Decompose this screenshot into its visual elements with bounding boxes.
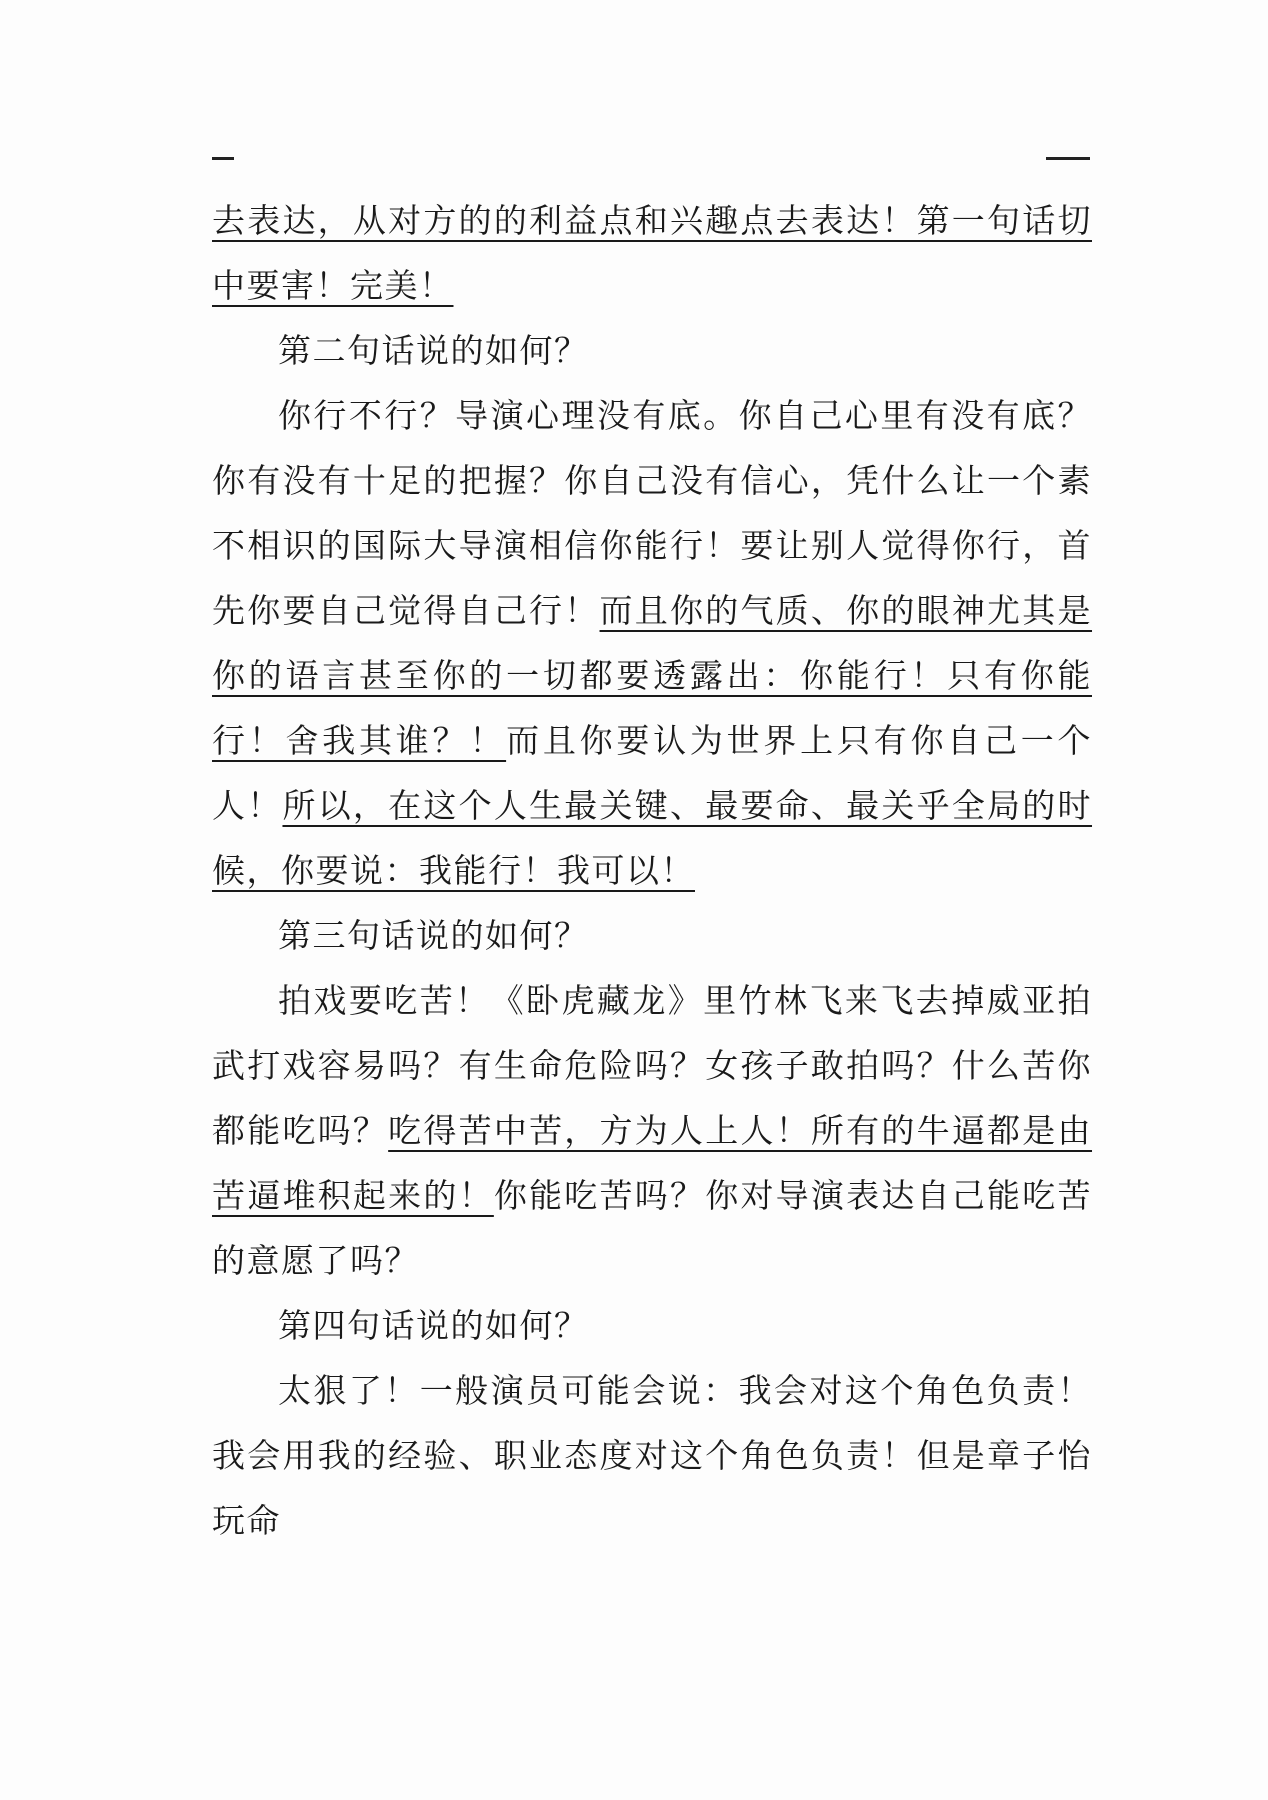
paragraph-2-text-b: 而且你要认为世界上只有你自己一个人！: [212, 721, 1093, 825]
heading-fourth-sentence: 第四句话说的如何？: [278, 1306, 589, 1345]
paragraph-3-text-b: 你能吃苦吗？你对导演表达自己能吃苦的意愿了吗？: [212, 1176, 1093, 1280]
paragraph-3: [212, 968, 1092, 1293]
underlined-text: 去表达，从对方的的利益点和兴趣点去表达！第一句话切中要害！完美！: [212, 201, 1092, 305]
paragraph-2-text-a: 你行不行？导演心理没有底。你自己心里有没有底？你有没有十足的把握？你自己没有信心，凭什么让一个素不相识的国际大导演相信你能行！要让别人觉得你行，首先你要自己觉得自己行！: [212, 396, 1092, 630]
top-right-mark: [1046, 157, 1090, 160]
underlined-text: 吃得苦中苦，方为人上人！所有的牛逼都是由苦逼堆积起来的！: [212, 1111, 1093, 1215]
heading-third-sentence: 第三句话说的如何？: [278, 916, 589, 955]
paragraph-3-text-a: 拍戏要吃苦！《卧虎藏龙》里竹林飞来飞去掉威亚拍武打戏容易吗？有生命危险吗？女孩子敢拍吗？什么苦你都能吃吗？: [212, 981, 1092, 1150]
top-left-mark: [212, 157, 234, 160]
heading-second-sentence: 第二句话说的如何？: [278, 331, 589, 370]
document-body: [212, 188, 1092, 1553]
paragraph-1: [212, 188, 1092, 318]
underlined-text: 而且你的气质、你的眼神尤其是你的语言甚至你的一切都要透露出：你能行！只有你能行！舍我其谁？！: [212, 591, 1093, 760]
paragraph-2: [212, 383, 1092, 903]
underlined-text: 所以，在这个人生最关键、最要命、最关乎全局的时候，你要说：我能行！我可以！: [212, 786, 1093, 890]
paragraph-4: 太狠了！一般演员可能会说：我会对这个角色负责！我会用我的经验、职业态度对这个角色负责！但是章子怡玩命: [212, 1371, 1092, 1540]
